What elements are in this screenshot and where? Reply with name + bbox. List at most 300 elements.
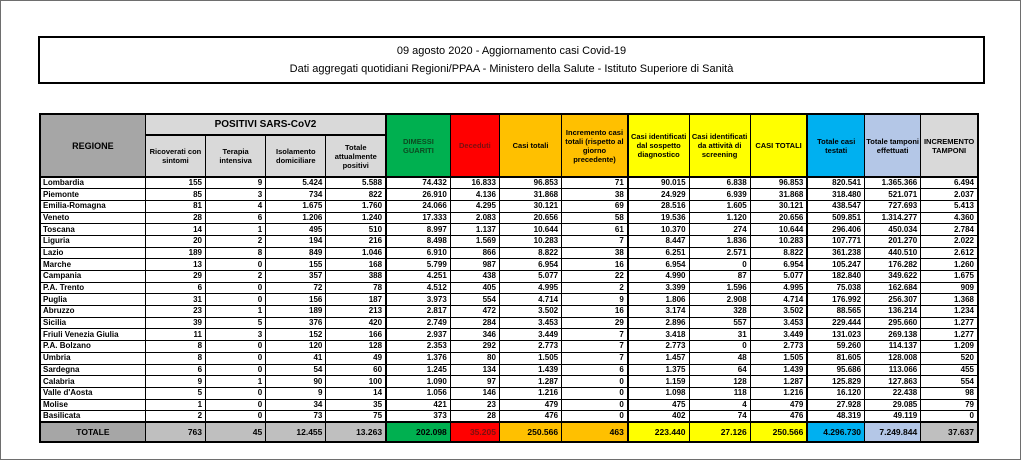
value-cell: 176.992 (807, 294, 864, 306)
value-cell: 554 (450, 294, 499, 306)
value-cell: 475 (628, 399, 689, 411)
value-cell: 9 (206, 177, 266, 189)
value-cell: 1.098 (628, 387, 689, 399)
value-cell: 0 (689, 259, 750, 271)
table-row (40, 235, 978, 247)
value-cell: 0 (206, 352, 266, 364)
value-cell: 0 (206, 364, 266, 376)
totale-value-cell: 250.566 (499, 422, 561, 442)
column-header-totale-casi-testati: Totale casi testati (807, 114, 864, 177)
value-cell: 201.270 (865, 235, 921, 247)
value-cell: 4 (206, 200, 266, 212)
value-cell: 472 (450, 306, 499, 318)
value-cell: 2.784 (921, 224, 978, 236)
value-cell: 107.771 (807, 235, 864, 247)
value-cell: 61 (562, 224, 628, 236)
region-cell: Sicilia (40, 317, 145, 329)
value-cell: 96.853 (750, 177, 807, 189)
value-cell: 5.588 (326, 177, 386, 189)
value-cell: 2.937 (386, 329, 450, 341)
region-cell: Piemonte (40, 189, 145, 201)
value-cell: 155 (266, 259, 326, 271)
value-cell: 1.505 (750, 352, 807, 364)
value-cell: 4.360 (921, 212, 978, 224)
value-cell: 0 (206, 341, 266, 353)
value-cell: 8.822 (499, 247, 561, 259)
region-cell: Toscana (40, 224, 145, 236)
value-cell: 26.910 (386, 189, 450, 201)
value-cell: 420 (326, 317, 386, 329)
value-cell: 176.282 (865, 259, 921, 271)
value-cell: 1 (206, 224, 266, 236)
value-cell: 1.287 (499, 376, 561, 388)
value-cell: 1.245 (386, 364, 450, 376)
value-cell: 438.547 (807, 200, 864, 212)
value-cell: 114.137 (865, 341, 921, 353)
value-cell: 75 (326, 411, 386, 423)
value-cell: 6.954 (750, 259, 807, 271)
value-cell: 1.314.277 (865, 212, 921, 224)
value-cell: 100 (326, 376, 386, 388)
table-row (40, 364, 978, 376)
value-cell: 19.536 (628, 212, 689, 224)
table-row (40, 247, 978, 259)
value-cell: 0 (562, 376, 628, 388)
table-row (40, 306, 978, 318)
value-cell: 168 (326, 259, 386, 271)
value-cell: 1.137 (450, 224, 499, 236)
value-cell: 105.247 (807, 259, 864, 271)
value-cell: 14 (145, 224, 205, 236)
value-cell: 376 (266, 317, 326, 329)
value-cell: 4 (689, 399, 750, 411)
value-cell: 4.251 (386, 271, 450, 283)
value-cell: 72 (266, 282, 326, 294)
value-cell: 0 (206, 294, 266, 306)
column-header-deceduti: Deceduti (450, 114, 499, 177)
value-cell: 31 (145, 294, 205, 306)
value-cell: 3.418 (628, 329, 689, 341)
value-cell: 125.829 (807, 376, 864, 388)
region-cell: Abruzzo (40, 306, 145, 318)
value-cell: 10.283 (499, 235, 561, 247)
column-header-isolamento-domiciliare: Isolamento domiciliare (266, 135, 326, 177)
value-cell: 59.260 (807, 341, 864, 353)
column-header-sospetto-diagnostico: Casi identificati dal sospetto diagnostico (628, 114, 689, 177)
value-cell: 849 (266, 247, 326, 259)
value-cell: 3.453 (499, 317, 561, 329)
column-header-regione: REGIONE (40, 114, 145, 177)
value-cell: 2.817 (386, 306, 450, 318)
value-cell: 48.319 (807, 411, 864, 423)
value-cell: 38 (562, 247, 628, 259)
value-cell: 22.438 (865, 387, 921, 399)
column-header-incremento-tamponi: INCREMENTO TAMPONI (921, 114, 978, 177)
value-cell: 373 (386, 411, 450, 423)
value-cell: 2.773 (628, 341, 689, 353)
value-cell: 30.121 (499, 200, 561, 212)
value-cell: 2.749 (386, 317, 450, 329)
value-cell: 35 (326, 399, 386, 411)
value-cell: 520 (921, 352, 978, 364)
value-cell: 3.502 (499, 306, 561, 318)
value-cell: 13 (145, 259, 205, 271)
value-cell: 357 (266, 271, 326, 283)
value-cell: 1.216 (750, 387, 807, 399)
value-cell: 16 (562, 306, 628, 318)
value-cell: 2.037 (921, 189, 978, 201)
value-cell: 6 (145, 282, 205, 294)
value-cell: 0 (562, 387, 628, 399)
value-cell: 909 (921, 282, 978, 294)
region-cell: Basilicata (40, 411, 145, 423)
value-cell: 1.376 (386, 352, 450, 364)
value-cell: 5.077 (499, 271, 561, 283)
value-cell: 194 (266, 235, 326, 247)
region-cell: Lazio (40, 247, 145, 259)
region-cell: Sardegna (40, 364, 145, 376)
value-cell: 284 (450, 317, 499, 329)
table-row (40, 259, 978, 271)
table-row (40, 212, 978, 224)
value-cell: 10.370 (628, 224, 689, 236)
column-header-dimessi-guariti: DIMESSI GUARITI (386, 114, 450, 177)
value-cell: 295.660 (865, 317, 921, 329)
table-row (40, 282, 978, 294)
region-cell: P.A. Trento (40, 282, 145, 294)
value-cell: 189 (266, 306, 326, 318)
totale-label-cell: TOTALE (40, 422, 145, 442)
value-cell: 9 (145, 376, 205, 388)
value-cell: 162.684 (865, 282, 921, 294)
value-cell: 1.836 (689, 235, 750, 247)
value-cell: 80 (450, 352, 499, 364)
value-cell: 16.120 (807, 387, 864, 399)
value-cell: 1.234 (921, 306, 978, 318)
value-cell: 1 (206, 306, 266, 318)
region-cell: Veneto (40, 212, 145, 224)
value-cell: 8 (145, 341, 205, 353)
value-cell: 476 (499, 411, 561, 423)
value-cell: 1.457 (628, 352, 689, 364)
value-cell: 54 (266, 364, 326, 376)
value-cell: 0 (206, 411, 266, 423)
value-cell: 4.990 (628, 271, 689, 283)
totale-value-cell: 13.263 (326, 422, 386, 442)
value-cell: 987 (450, 259, 499, 271)
value-cell: 440.510 (865, 247, 921, 259)
value-cell: 6.954 (499, 259, 561, 271)
value-cell: 2 (206, 271, 266, 283)
value-cell: 1.120 (689, 212, 750, 224)
value-cell: 509.851 (807, 212, 864, 224)
value-cell: 8 (145, 352, 205, 364)
value-cell: 421 (386, 399, 450, 411)
column-header-casi-totali: Casi totali (499, 114, 561, 177)
value-cell: 4.136 (450, 189, 499, 201)
value-cell: 16.833 (450, 177, 499, 189)
value-cell: 1 (145, 399, 205, 411)
value-cell: 1.216 (499, 387, 561, 399)
value-cell: 28 (450, 411, 499, 423)
value-cell: 822 (326, 189, 386, 201)
value-cell: 189 (145, 247, 205, 259)
value-cell: 60 (326, 364, 386, 376)
value-cell: 269.138 (865, 329, 921, 341)
value-cell: 521.071 (865, 189, 921, 201)
value-cell: 6.838 (689, 177, 750, 189)
value-cell: 9 (266, 387, 326, 399)
value-cell: 2.612 (921, 247, 978, 259)
value-cell: 81.605 (807, 352, 864, 364)
value-cell: 113.066 (865, 364, 921, 376)
value-cell: 1.439 (499, 364, 561, 376)
value-cell: 495 (266, 224, 326, 236)
table-row (40, 329, 978, 341)
value-cell: 95.686 (807, 364, 864, 376)
report-date-title: 09 agosto 2020 - Aggiornamento casi Covid-19 (396, 44, 627, 57)
value-cell: 727.693 (865, 200, 921, 212)
value-cell: 4.714 (750, 294, 807, 306)
table-row (40, 352, 978, 364)
value-cell: 3 (206, 189, 266, 201)
value-cell: 6.251 (628, 247, 689, 259)
totale-value-cell: 7.249.844 (865, 422, 921, 442)
value-cell: 1.277 (921, 317, 978, 329)
value-cell: 29 (562, 317, 628, 329)
value-cell: 81 (145, 200, 205, 212)
value-cell: 156 (266, 294, 326, 306)
value-cell: 476 (750, 411, 807, 423)
totale-value-cell: 45 (206, 422, 266, 442)
totale-value-cell: 37.637 (921, 422, 978, 442)
value-cell: 29.085 (865, 399, 921, 411)
value-cell: 75.038 (807, 282, 864, 294)
value-cell: 6.910 (386, 247, 450, 259)
value-cell: 41 (266, 352, 326, 364)
value-cell: 1.287 (750, 376, 807, 388)
value-cell: 38 (562, 189, 628, 201)
covid-data-table (39, 113, 979, 443)
value-cell: 88.565 (807, 306, 864, 318)
value-cell: 866 (450, 247, 499, 259)
value-cell: 1.675 (921, 271, 978, 283)
value-cell: 3.973 (386, 294, 450, 306)
value-cell: 23 (450, 399, 499, 411)
value-cell: 3.399 (628, 282, 689, 294)
value-cell: 74 (689, 411, 750, 423)
value-cell: 27.928 (807, 399, 864, 411)
value-cell: 166 (326, 329, 386, 341)
value-cell: 2 (206, 235, 266, 247)
value-cell: 136.214 (865, 306, 921, 318)
value-cell: 131.023 (807, 329, 864, 341)
value-cell: 734 (266, 189, 326, 201)
value-cell: 29 (145, 271, 205, 283)
value-cell: 34 (266, 399, 326, 411)
totale-value-cell: 763 (145, 422, 205, 442)
value-cell: 0 (562, 411, 628, 423)
region-cell: Campania (40, 271, 145, 283)
value-cell: 64 (689, 364, 750, 376)
value-cell: 0 (689, 341, 750, 353)
value-cell: 17.333 (386, 212, 450, 224)
value-cell: 2.571 (689, 247, 750, 259)
value-cell: 155 (145, 177, 205, 189)
value-cell: 510 (326, 224, 386, 236)
value-cell: 1.368 (921, 294, 978, 306)
value-cell: 11 (145, 329, 205, 341)
value-cell: 2.773 (499, 341, 561, 353)
value-cell: 4.995 (750, 282, 807, 294)
value-cell: 6.954 (628, 259, 689, 271)
region-cell: P.A. Bolzano (40, 341, 145, 353)
value-cell: 8 (206, 247, 266, 259)
value-cell: 31.868 (499, 189, 561, 201)
value-cell: 14 (326, 387, 386, 399)
totale-value-cell: 223.440 (628, 422, 689, 442)
value-cell: 90.015 (628, 177, 689, 189)
value-cell: 187 (326, 294, 386, 306)
region-cell: Emilia-Romagna (40, 200, 145, 212)
value-cell: 479 (499, 399, 561, 411)
table-row (40, 200, 978, 212)
value-cell: 554 (921, 376, 978, 388)
value-cell: 2.083 (450, 212, 499, 224)
value-cell: 118 (689, 387, 750, 399)
value-cell: 5.799 (386, 259, 450, 271)
value-cell: 8.997 (386, 224, 450, 236)
value-cell: 8.447 (628, 235, 689, 247)
value-cell: 3.449 (750, 329, 807, 341)
value-cell: 1.056 (386, 387, 450, 399)
value-cell: 96.853 (499, 177, 561, 189)
value-cell: 74.432 (386, 177, 450, 189)
value-cell: 256.307 (865, 294, 921, 306)
value-cell: 1.569 (450, 235, 499, 247)
totale-value-cell: 4.296.730 (807, 422, 864, 442)
totale-value-cell: 250.566 (750, 422, 807, 442)
region-cell: Puglia (40, 294, 145, 306)
value-cell: 69 (562, 200, 628, 212)
value-cell: 6 (145, 364, 205, 376)
value-cell: 1.365.366 (865, 177, 921, 189)
value-cell: 1.240 (326, 212, 386, 224)
value-cell: 349.622 (865, 271, 921, 283)
value-cell: 0 (206, 387, 266, 399)
value-cell: 1.209 (921, 341, 978, 353)
value-cell: 274 (689, 224, 750, 236)
value-cell: 128 (326, 341, 386, 353)
value-cell: 8.498 (386, 235, 450, 247)
column-header-totale-attualmente-positivi: Totale attualmente positivi (326, 135, 386, 177)
value-cell: 216 (326, 235, 386, 247)
value-cell: 7 (562, 329, 628, 341)
value-cell: 79 (921, 399, 978, 411)
table-row (40, 411, 978, 423)
value-cell: 4.714 (499, 294, 561, 306)
value-cell: 479 (750, 399, 807, 411)
value-cell: 73 (266, 411, 326, 423)
value-cell: 98 (921, 387, 978, 399)
value-cell: 1.596 (689, 282, 750, 294)
region-cell: Molise (40, 399, 145, 411)
value-cell: 20.656 (499, 212, 561, 224)
value-cell: 2.022 (921, 235, 978, 247)
value-cell: 152 (266, 329, 326, 341)
table-row (40, 224, 978, 236)
value-cell: 5 (206, 317, 266, 329)
value-cell: 128 (689, 376, 750, 388)
value-cell: 296.406 (807, 224, 864, 236)
value-cell: 213 (326, 306, 386, 318)
value-cell: 1 (206, 376, 266, 388)
value-cell: 97 (450, 376, 499, 388)
value-cell: 405 (450, 282, 499, 294)
report-source-subtitle: Dati aggregati quotidiani Regioni/PPAA - Ministero della Salute - Istituto Superiore di Sanità (289, 63, 734, 76)
value-cell: 9 (562, 294, 628, 306)
value-cell: 1.675 (266, 200, 326, 212)
value-cell: 2 (562, 282, 628, 294)
value-cell: 328 (689, 306, 750, 318)
table-row (40, 294, 978, 306)
value-cell: 10.283 (750, 235, 807, 247)
value-cell: 6 (206, 212, 266, 224)
table-row (40, 177, 978, 189)
value-cell: 1.505 (499, 352, 561, 364)
value-cell: 16 (562, 259, 628, 271)
value-cell: 3.174 (628, 306, 689, 318)
value-cell: 0 (206, 259, 266, 271)
value-cell: 0 (921, 411, 978, 423)
value-cell: 1.046 (326, 247, 386, 259)
table-row (40, 387, 978, 399)
table-row (40, 189, 978, 201)
value-cell: 1.277 (921, 329, 978, 341)
column-header-casi-totali-caps: CASI TOTALI (750, 114, 807, 177)
totale-row (40, 422, 978, 442)
value-cell: 229.444 (807, 317, 864, 329)
column-header-terapia-intensiva: Terapia intensiva (206, 135, 266, 177)
value-cell: 388 (326, 271, 386, 283)
value-cell: 58 (562, 212, 628, 224)
table-row (40, 271, 978, 283)
value-cell: 146 (450, 387, 499, 399)
value-cell: 5.424 (266, 177, 326, 189)
value-cell: 39 (145, 317, 205, 329)
value-cell: 2.353 (386, 341, 450, 353)
column-header-attivita-screening: Casi identificati da attività di screening (689, 114, 750, 177)
totale-value-cell: 463 (562, 422, 628, 442)
value-cell: 30.121 (750, 200, 807, 212)
value-cell: 3.502 (750, 306, 807, 318)
value-cell: 820.541 (807, 177, 864, 189)
region-cell: Valle d'Aosta (40, 387, 145, 399)
column-header-ricoverati-con-sintomi: Ricoverati con sintomi (145, 135, 205, 177)
value-cell: 3.453 (750, 317, 807, 329)
value-cell: 120 (266, 341, 326, 353)
value-cell: 5.413 (921, 200, 978, 212)
value-cell: 2.896 (628, 317, 689, 329)
value-cell: 6 (562, 364, 628, 376)
value-cell: 31.868 (750, 189, 807, 201)
value-cell: 24.066 (386, 200, 450, 212)
value-cell: 71 (562, 177, 628, 189)
value-cell: 292 (450, 341, 499, 353)
value-cell: 6.494 (921, 177, 978, 189)
value-cell: 20.656 (750, 212, 807, 224)
value-cell: 0 (562, 399, 628, 411)
